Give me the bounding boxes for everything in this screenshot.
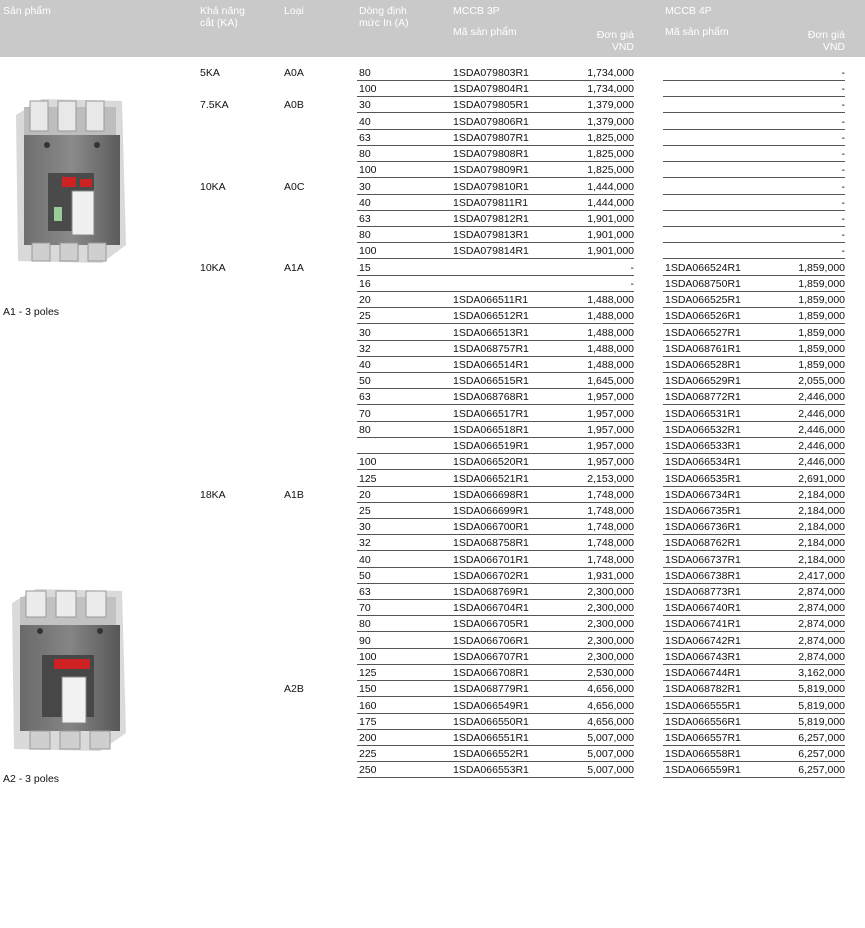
cell-rated-current: 63: [359, 131, 371, 144]
cell-code-3p: 1SDA066701R1: [453, 553, 529, 566]
cell-code-3p: 1SDA066698R1: [453, 488, 529, 501]
header-product: Sản phẩm: [3, 5, 51, 17]
cell-code-4p: 1SDA066526R1: [665, 310, 741, 323]
cell-rated-current: 32: [359, 537, 371, 550]
cell-capacity: 10KA: [200, 180, 226, 193]
cell-code-3p: 1SDA079808R1: [453, 148, 529, 161]
table-row: [0, 211, 865, 227]
cell-code-4p: 1SDA066742R1: [665, 634, 741, 647]
cell-code-4p: 1SDA066558R1: [665, 748, 741, 761]
cell-price-4p: 2,184,000: [798, 504, 845, 517]
cell-rated-current: 63: [359, 212, 371, 225]
cell-price-3p: 1,488,000: [587, 310, 634, 323]
cell-code-4p: 1SDA066740R1: [665, 602, 741, 615]
cell-price-3p: 1,825,000: [587, 148, 634, 161]
cell-rated-current: 70: [359, 407, 371, 420]
table-row: [0, 519, 865, 535]
cell-price-4p: -: [841, 148, 845, 161]
cell-rated-current: 80: [359, 618, 371, 631]
cell-code-3p: 1SDA066705R1: [453, 618, 529, 631]
cell-price-4p: 3,162,000: [798, 667, 845, 680]
cell-rated-current: 30: [359, 326, 371, 339]
header-mccb-4p: MCCB 4P: [665, 5, 712, 17]
cell-price-4p: 2,446,000: [798, 391, 845, 404]
cell-code-4p: 1SDA066741R1: [665, 618, 741, 631]
row-divider: [663, 777, 845, 778]
header-mccb-3p: MCCB 3P: [453, 5, 500, 17]
cell-rated-current: 125: [359, 667, 377, 680]
cell-code-4p: 1SDA066744R1: [665, 667, 741, 680]
table-row: [0, 130, 865, 146]
table-row: [0, 243, 865, 259]
table-row: [0, 665, 865, 681]
product-caption-a2: A2 - 3 poles: [3, 773, 60, 785]
cell-capacity: 7.5KA: [200, 99, 229, 112]
table-row: [0, 454, 865, 470]
cell-price-3p: 1,748,000: [587, 537, 634, 550]
cell-price-4p: -: [841, 115, 845, 128]
row-divider: [357, 777, 634, 778]
header-code-3p: Mã sản phẩm: [453, 26, 517, 38]
cell-code-4p: 1SDA066527R1: [665, 326, 741, 339]
cell-price-4p: 2,184,000: [798, 537, 845, 550]
cell-price-4p: 2,874,000: [798, 650, 845, 663]
cell-code-4p: 1SDA066528R1: [665, 358, 741, 371]
cell-rated-current: 100: [359, 650, 377, 663]
cell-price-3p: 4,656,000: [587, 699, 634, 712]
table-row: [0, 762, 865, 778]
cell-rated-current: 125: [359, 472, 377, 485]
cell-type: A0A: [284, 67, 304, 79]
cell-code-3p: 1SDA066549R1: [453, 699, 529, 712]
cell-rated-current: 100: [359, 83, 377, 96]
cell-rated-current: 250: [359, 764, 377, 777]
cell-type: A1A: [284, 261, 304, 274]
cell-price-4p: 2,446,000: [798, 423, 845, 436]
table-row: [0, 535, 865, 551]
cell-code-3p: 1SDA066702R1: [453, 569, 529, 582]
cell-price-3p: 2,153,000: [587, 472, 634, 485]
table-row: [0, 730, 865, 746]
cell-type: A0C: [284, 180, 305, 193]
cell-price-3p: 1,488,000: [587, 358, 634, 371]
cell-code-3p: 1SDA066708R1: [453, 667, 529, 680]
cell-rated-current: 100: [359, 164, 377, 177]
cell-price-4p: 5,819,000: [798, 683, 845, 696]
cell-price-4p: 2,446,000: [798, 456, 845, 469]
cell-code-3p: 1SDA066514R1: [453, 358, 529, 371]
cell-code-3p: 1SDA066706R1: [453, 634, 529, 647]
cell-price-4p: -: [841, 180, 845, 193]
cell-code-4p: 1SDA068750R1: [665, 277, 741, 290]
cell-code-4p: 1SDA066556R1: [665, 715, 741, 728]
cell-price-4p: 1,859,000: [798, 294, 845, 307]
table-row: [0, 292, 865, 308]
cell-code-3p: 1SDA066550R1: [453, 715, 529, 728]
cell-code-4p: 1SDA066525R1: [665, 294, 741, 307]
cell-code-3p: 1SDA066699R1: [453, 504, 529, 517]
cell-price-4p: -: [841, 212, 845, 225]
cell-code-3p: 1SDA079807R1: [453, 131, 529, 144]
cell-price-3p: 1,748,000: [587, 488, 634, 501]
cell-price-3p: 1,645,000: [587, 375, 634, 388]
cell-rated-current: 150: [359, 683, 377, 696]
cell-price-3p: -: [630, 261, 634, 274]
cell-rated-current: 175: [359, 715, 377, 728]
cell-code-4p: 1SDA066531R1: [665, 407, 741, 420]
cell-rated-current: 15: [359, 261, 371, 274]
cell-rated-current: 40: [359, 358, 371, 371]
cell-rated-current: 225: [359, 748, 377, 761]
cell-rated-current: 50: [359, 569, 371, 582]
table-row: [0, 97, 865, 113]
table-row: [0, 649, 865, 665]
cell-code-3p: 1SDA079812R1: [453, 212, 529, 225]
cell-price-4p: 6,257,000: [798, 732, 845, 745]
cell-price-4p: 2,691,000: [798, 472, 845, 485]
cell-price-4p: -: [841, 83, 845, 96]
cell-price-3p: 1,734,000: [587, 67, 634, 79]
cell-price-4p: 5,819,000: [798, 699, 845, 712]
table-row: [0, 552, 865, 568]
cell-price-4p: 2,446,000: [798, 407, 845, 420]
cell-price-4p: -: [841, 229, 845, 242]
cell-price-4p: 2,874,000: [798, 586, 845, 599]
cell-price-3p: 4,656,000: [587, 715, 634, 728]
table-row: [0, 389, 865, 405]
cell-price-4p: 2,874,000: [798, 602, 845, 615]
cell-price-4p: 2,417,000: [798, 569, 845, 582]
cell-rated-current: 40: [359, 196, 371, 209]
cell-price-4p: -: [841, 196, 845, 209]
cell-price-4p: -: [841, 99, 845, 112]
cell-code-3p: 1SDA066512R1: [453, 310, 529, 323]
cell-code-3p: 1SDA079814R1: [453, 245, 529, 258]
cell-price-4p: 1,859,000: [798, 277, 845, 290]
cell-code-3p: 1SDA066700R1: [453, 521, 529, 534]
cell-rated-current: 80: [359, 67, 371, 79]
table-row: [0, 746, 865, 762]
cell-price-4p: -: [841, 245, 845, 258]
cell-capacity: 5KA: [200, 67, 220, 79]
cell-code-4p: 1SDA068772R1: [665, 391, 741, 404]
cell-price-3p: 1,825,000: [587, 164, 634, 177]
cell-price-4p: 1,859,000: [798, 261, 845, 274]
cell-price-3p: 1,379,000: [587, 115, 634, 128]
cell-price-4p: 2,446,000: [798, 440, 845, 453]
cell-code-3p: 1SDA066551R1: [453, 732, 529, 745]
cell-code-3p: 1SDA066517R1: [453, 407, 529, 420]
cell-rated-current: 32: [359, 342, 371, 355]
cell-rated-current: 80: [359, 423, 371, 436]
cell-code-3p: 1SDA068779R1: [453, 683, 529, 696]
cell-price-3p: 1,825,000: [587, 131, 634, 144]
cell-price-4p: 2,184,000: [798, 553, 845, 566]
cell-price-4p: 2,055,000: [798, 375, 845, 388]
cell-code-4p: 1SDA066557R1: [665, 732, 741, 745]
cell-price-3p: 2,300,000: [587, 650, 634, 663]
cell-rated-current: 90: [359, 634, 371, 647]
cell-price-3p: 2,530,000: [587, 667, 634, 680]
cell-code-3p: 1SDA079803R1: [453, 67, 529, 79]
table-row: [0, 422, 865, 438]
cell-code-4p: 1SDA066559R1: [665, 764, 741, 777]
cell-type: A2B: [284, 683, 304, 696]
cell-code-4p: 1SDA068761R1: [665, 342, 741, 355]
cell-code-4p: 1SDA066535R1: [665, 472, 741, 485]
table-row: [0, 357, 865, 373]
cell-code-3p: 1SDA066552R1: [453, 748, 529, 761]
cell-type: A1B: [284, 488, 304, 501]
cell-rated-current: 30: [359, 521, 371, 534]
cell-rated-current: 100: [359, 245, 377, 258]
cell-code-4p: 1SDA066734R1: [665, 488, 741, 501]
cell-rated-current: 25: [359, 310, 371, 323]
cell-code-3p: 1SDA079809R1: [453, 164, 529, 177]
table-row: [0, 65, 865, 81]
table-row: [0, 616, 865, 632]
cell-price-4p: -: [841, 131, 845, 144]
table-row: [0, 114, 865, 130]
cell-price-3p: 1,444,000: [587, 180, 634, 193]
table-row: [0, 438, 865, 454]
table-row: [0, 162, 865, 178]
table-row: [0, 227, 865, 243]
cell-rated-current: 63: [359, 586, 371, 599]
table-row: [0, 584, 865, 600]
cell-price-3p: 1,901,000: [587, 229, 634, 242]
cell-price-4p: 6,257,000: [798, 748, 845, 761]
cell-rated-current: 30: [359, 180, 371, 193]
cell-price-3p: 5,007,000: [587, 764, 634, 777]
cell-price-3p: 1,488,000: [587, 294, 634, 307]
cell-code-3p: 1SDA068758R1: [453, 537, 529, 550]
cell-price-4p: -: [841, 67, 845, 79]
cell-code-4p: 1SDA066524R1: [665, 261, 741, 274]
cell-price-3p: 1,734,000: [587, 83, 634, 96]
table-row: [0, 406, 865, 422]
cell-code-4p: 1SDA066737R1: [665, 553, 741, 566]
cell-price-4p: 1,859,000: [798, 326, 845, 339]
table-row: [0, 341, 865, 357]
header-price-3p: Đơn giá VND: [596, 29, 634, 53]
table-row: [0, 487, 865, 503]
table-row: [0, 179, 865, 195]
cell-price-3p: 1,901,000: [587, 245, 634, 258]
cell-code-3p: 1SDA066513R1: [453, 326, 529, 339]
cell-price-3p: 2,300,000: [587, 618, 634, 631]
cell-price-4p: 1,859,000: [798, 342, 845, 355]
cell-price-3p: 1,901,000: [587, 212, 634, 225]
table-row: [0, 471, 865, 487]
cell-capacity: 18KA: [200, 488, 226, 501]
table-row: [0, 714, 865, 730]
cell-price-3p: 1,748,000: [587, 553, 634, 566]
cell-code-3p: 1SDA079805R1: [453, 99, 529, 112]
cell-price-3p: 1,748,000: [587, 521, 634, 534]
header-rated-current: Dòng định mức In (A): [359, 5, 409, 29]
table-row: [0, 681, 865, 697]
cell-price-4p: 2,184,000: [798, 521, 845, 534]
table-row: [0, 698, 865, 714]
cell-code-3p: 1SDA079813R1: [453, 229, 529, 242]
cell-code-3p: 1SDA079811R1: [453, 196, 529, 209]
table-row: [0, 325, 865, 341]
table-row: [0, 308, 865, 324]
table-row: [0, 568, 865, 584]
cell-rated-current: 40: [359, 115, 371, 128]
cell-price-3p: 1,748,000: [587, 504, 634, 517]
cell-price-3p: 1,957,000: [587, 423, 634, 436]
cell-code-3p: 1SDA079806R1: [453, 115, 529, 128]
cell-rated-current: 16: [359, 277, 371, 290]
cell-code-4p: 1SDA068773R1: [665, 586, 741, 599]
cell-code-4p: 1SDA066735R1: [665, 504, 741, 517]
table-row: [0, 600, 865, 616]
cell-code-3p: 1SDA066518R1: [453, 423, 529, 436]
cell-code-4p: 1SDA068782R1: [665, 683, 741, 696]
cell-price-4p: 2,184,000: [798, 488, 845, 501]
cell-code-3p: 1SDA066515R1: [453, 375, 529, 388]
cell-rated-current: 30: [359, 99, 371, 112]
cell-rated-current: 70: [359, 602, 371, 615]
cell-price-3p: 1,957,000: [587, 440, 634, 453]
cell-price-4p: 2,874,000: [798, 634, 845, 647]
table-row: [0, 503, 865, 519]
cell-type: A0B: [284, 99, 304, 112]
cell-price-3p: 1,379,000: [587, 99, 634, 112]
cell-rated-current: 50: [359, 375, 371, 388]
cell-code-4p: 1SDA066532R1: [665, 423, 741, 436]
cell-rated-current: 80: [359, 229, 371, 242]
cell-price-3p: 2,300,000: [587, 586, 634, 599]
header-price-4p: Đơn giá VND: [807, 29, 845, 53]
header-code-4p: Mã sản phẩm: [665, 26, 729, 38]
cell-code-4p: 1SDA066529R1: [665, 375, 741, 388]
cell-code-3p: 1SDA066521R1: [453, 472, 529, 485]
cell-rated-current: 40: [359, 553, 371, 566]
cell-price-3p: 1,444,000: [587, 196, 634, 209]
cell-code-3p: 1SDA066704R1: [453, 602, 529, 615]
cell-price-4p: -: [841, 164, 845, 177]
cell-code-4p: 1SDA066738R1: [665, 569, 741, 582]
cell-code-3p: 1SDA079804R1: [453, 83, 529, 96]
cell-price-3p: 2,300,000: [587, 634, 634, 647]
header-type: Loại: [284, 5, 304, 17]
cell-price-3p: 1,957,000: [587, 391, 634, 404]
cell-code-4p: 1SDA066743R1: [665, 650, 741, 663]
cell-code-4p: 1SDA066555R1: [665, 699, 741, 712]
cell-rated-current: 80: [359, 148, 371, 161]
cell-rated-current: 20: [359, 488, 371, 501]
cell-code-3p: 1SDA068768R1: [453, 391, 529, 404]
cell-price-3p: 4,656,000: [587, 683, 634, 696]
cell-rated-current: 100: [359, 456, 377, 469]
cell-rated-current: 25: [359, 504, 371, 517]
cell-price-3p: 1,957,000: [587, 456, 634, 469]
cell-code-4p: 1SDA066736R1: [665, 521, 741, 534]
cell-code-3p: 1SDA066511R1: [453, 294, 529, 307]
cell-price-3p: 1,957,000: [587, 407, 634, 420]
table-row: [0, 276, 865, 292]
cell-code-4p: 1SDA066533R1: [665, 440, 741, 453]
cell-price-4p: 2,874,000: [798, 618, 845, 631]
cell-code-3p: 1SDA068757R1: [453, 342, 529, 355]
cell-code-4p: 1SDA068762R1: [665, 537, 741, 550]
cell-rated-current: 20: [359, 294, 371, 307]
cell-price-4p: 5,819,000: [798, 715, 845, 728]
cell-code-3p: 1SDA066520R1: [453, 456, 529, 469]
table-row: [0, 146, 865, 162]
cell-rated-current: 160: [359, 699, 377, 712]
cell-code-3p: 1SDA066553R1: [453, 764, 529, 777]
cell-price-3p: 1,488,000: [587, 326, 634, 339]
table-row: [0, 373, 865, 389]
cell-price-3p: 1,931,000: [587, 569, 634, 582]
table-row: [0, 81, 865, 97]
cell-price-4p: 1,859,000: [798, 310, 845, 323]
cell-price-4p: 6,257,000: [798, 764, 845, 777]
cell-code-3p: 1SDA066707R1: [453, 650, 529, 663]
cell-price-3p: 5,007,000: [587, 732, 634, 745]
cell-price-4p: 1,859,000: [798, 358, 845, 371]
header-capacity: Khả năng cắt (KA): [200, 5, 245, 29]
cell-price-3p: -: [630, 277, 634, 290]
table-row: [0, 195, 865, 211]
cell-code-3p: 1SDA068769R1: [453, 586, 529, 599]
cell-rated-current: 63: [359, 391, 371, 404]
product-caption-a1: A1 - 3 poles: [3, 306, 60, 318]
table-row: [0, 260, 865, 276]
cell-rated-current: 200: [359, 732, 377, 745]
table-row: [0, 633, 865, 649]
cell-code-3p: 1SDA066519R1: [453, 440, 529, 453]
cell-price-3p: 5,007,000: [587, 748, 634, 761]
cell-capacity: 10KA: [200, 261, 226, 274]
cell-price-3p: 1,488,000: [587, 342, 634, 355]
cell-code-4p: 1SDA066534R1: [665, 456, 741, 469]
cell-price-3p: 2,300,000: [587, 602, 634, 615]
table-header: [0, 0, 865, 57]
cell-code-3p: 1SDA079810R1: [453, 180, 529, 193]
